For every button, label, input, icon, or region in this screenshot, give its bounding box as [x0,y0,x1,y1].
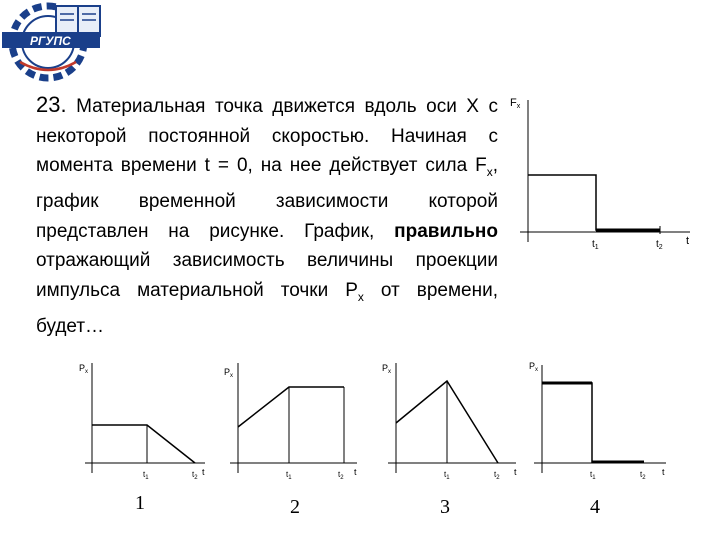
force-t1-label: $t_1$ [592,239,599,251]
problem-rest: отражающий зависимость величины проекции импульса материальной точки P [36,250,498,301]
problem-end: от времени, будет… [36,279,498,338]
force-x-label: t [686,235,690,247]
option-2-curve [238,387,344,427]
force-subscript: x [486,164,493,179]
force-graph [510,92,700,252]
option-4-curve [542,383,644,462]
option-4-number[interactable]: 4 [590,496,600,518]
option-2-graph [222,355,362,485]
option-1-curve [92,425,195,463]
problem-intro: Материальная точка движется вдоль оси Х с некоторой постоянной скоростью. Начиная с момента времени t = 0, на нее действует сила F [36,96,498,176]
option-3-y-label: $P_x$ [382,363,392,375]
university-logo [0,0,110,85]
option-3-t1-label: $t_1$ [444,470,450,481]
option-2-y-label: $P_x$ [224,367,234,379]
force-y-label: Fx [510,97,521,110]
option-1-y-label: $P_x$ [79,363,89,375]
force-curve [528,175,660,230]
problem-middle: , график временной зависимости которой представлен на рисунке. График, [36,155,498,242]
option-1-graph [75,355,210,485]
option-1-x-label: t [202,467,205,477]
problem-emphasis: правильно [394,220,498,242]
option-4-t1-label: $t_1$ [590,470,596,481]
option-2-number[interactable]: 2 [290,496,300,518]
option-1-t2-label: $t_2$ [192,470,198,481]
momentum-subscript: x [357,289,364,304]
force-t2-label: $t_2$ [656,239,663,251]
option-3-graph [378,355,518,485]
option-4-y-label: $P_x$ [529,361,539,373]
option-1-number[interactable]: 1 [135,492,145,514]
option-2-t2-label: $t_2$ [338,470,344,481]
logo-text: РГУПС [30,34,71,48]
option-3-t2-label: $t_2$ [494,470,500,481]
problem-text [36,90,498,342]
problem-number: 23. [36,92,67,117]
option-4-t2-label: $t_2$ [640,470,646,481]
option-2-x-label: t [354,467,357,477]
option-3-x-label: t [514,467,517,477]
option-3-number[interactable]: 3 [440,496,450,518]
option-1-t1-label: $t_1$ [143,470,149,481]
option-2-t1-label: $t_1$ [286,470,292,481]
option-4-graph [528,355,670,485]
option-4-x-label: t [662,467,665,477]
